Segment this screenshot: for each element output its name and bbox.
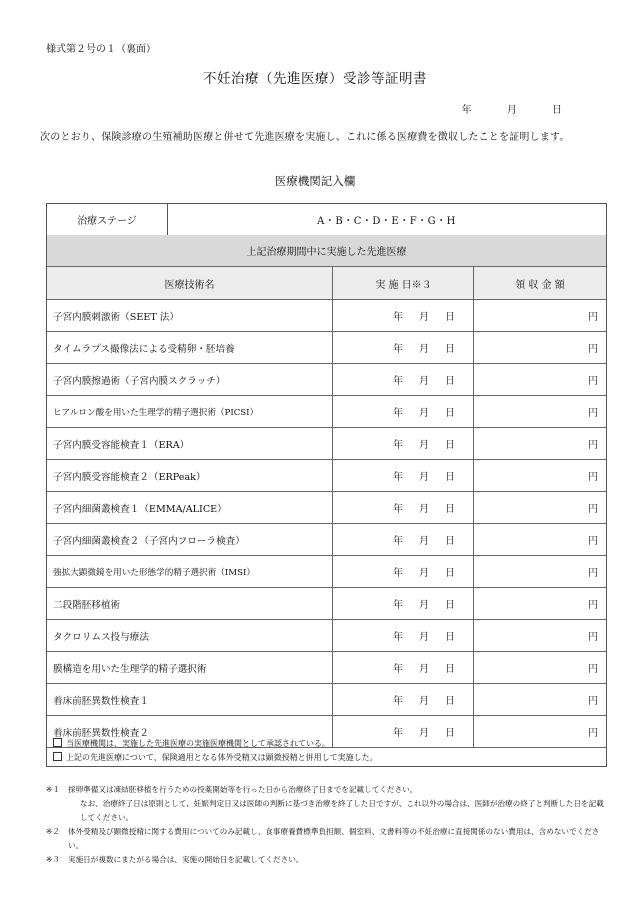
table-row [47, 300, 606, 332]
header-implementation-date: 実 施 日※３ [332, 267, 474, 299]
day-unit: 日 [445, 632, 455, 643]
year-unit: 年 [393, 568, 403, 579]
footnote-3 [46, 853, 611, 867]
year-unit: 年 [393, 312, 403, 323]
table-row [47, 652, 606, 684]
month-label: 月 [506, 105, 517, 116]
implementation-date-field[interactable] [332, 332, 473, 363]
checkbox-item[interactable] [53, 751, 606, 765]
amount-field[interactable] [473, 588, 606, 619]
implementation-date-field[interactable] [332, 652, 473, 683]
table-row [47, 620, 606, 652]
month-unit: 月 [419, 536, 429, 547]
amount-field[interactable] [473, 428, 606, 459]
implementation-date-field[interactable] [332, 556, 473, 587]
table-row [47, 332, 606, 364]
treatment-stage-row [47, 204, 606, 236]
table-row [47, 524, 606, 556]
currency-unit: 円 [588, 440, 598, 451]
checkbox-label: 当医療機関は、実施した先進医療の実施医療機関として承認されている。 [66, 739, 330, 748]
day-unit: 日 [445, 568, 455, 579]
year-unit: 年 [393, 536, 403, 547]
year-unit: 年 [393, 376, 403, 387]
amount-field[interactable] [473, 332, 606, 363]
certification-statement: 次のとおり、保険診療の生殖補助医療と併せて先進医療を実施し、これに係る医療費を徴収したことを証明します。 [40, 132, 570, 143]
medical-institution-form [46, 203, 607, 767]
amount-field[interactable] [473, 652, 606, 683]
footnotes [46, 783, 611, 867]
implementation-date-field[interactable] [332, 620, 473, 651]
amount-field[interactable] [473, 460, 606, 491]
day-unit: 日 [445, 696, 455, 707]
issue-date [444, 101, 562, 116]
currency-unit: 円 [588, 632, 598, 643]
currency-unit: 円 [588, 696, 598, 707]
implementation-date-field[interactable] [332, 396, 473, 427]
section-title: 医療機関記入欄 [274, 174, 356, 188]
technology-name: 着床前胚異数性検査１ [53, 695, 149, 707]
document-title: 不妊治療（先進医療）受診等証明書 [203, 71, 427, 87]
month-unit: 月 [419, 728, 429, 739]
month-unit: 月 [419, 696, 429, 707]
footnote-mark: ※１ [46, 785, 60, 794]
currency-unit: 円 [588, 728, 598, 739]
treatment-stage-options[interactable]: A・B・C・D・E・F・G・H [317, 216, 456, 227]
month-unit: 月 [419, 312, 429, 323]
table-body [47, 300, 606, 748]
implementation-date-field[interactable] [332, 524, 473, 555]
currency-unit: 円 [588, 472, 598, 483]
technology-name: 子宮内細菌叢検査２（子宮内フローラ検査） [53, 535, 245, 547]
year-unit: 年 [393, 696, 403, 707]
technology-name: 二段階胚移植術 [53, 599, 121, 611]
month-unit: 月 [419, 440, 429, 451]
technology-name: 子宮内膜擦過術（子宮内膜スクラッチ） [53, 375, 226, 387]
day-unit: 日 [445, 600, 455, 611]
technology-name: 子宮内細菌叢検査１（EMMA/ALICE） [53, 503, 227, 515]
month-unit: 月 [419, 632, 429, 643]
treatment-stage-label: 治療ステージ [47, 204, 168, 235]
implementation-date-field[interactable] [332, 300, 473, 331]
day-unit: 日 [445, 408, 455, 419]
year-unit: 年 [393, 664, 403, 675]
footnote-mark: ※２ [46, 827, 60, 836]
table-row [47, 556, 606, 588]
year-unit: 年 [393, 408, 403, 419]
day-unit: 日 [445, 536, 455, 547]
year-label: 年 [461, 105, 472, 116]
checkbox-label: 上記の先進医療について、保険適用となる体外受精又は顕微授精と併用して実施した。 [66, 753, 378, 762]
table-band-title: 上記治療期間中に実施した先進医療 [47, 235, 606, 267]
day-unit: 日 [445, 728, 455, 739]
table-header-row [47, 267, 606, 300]
implementation-date-field[interactable] [332, 684, 473, 715]
technology-name: 膜構造を用いた生理学的精子選択術 [53, 663, 207, 675]
day-unit: 日 [445, 440, 455, 451]
implementation-date-field[interactable] [332, 460, 473, 491]
checkbox-icon[interactable] [53, 738, 62, 747]
month-unit: 月 [419, 376, 429, 387]
month-unit: 月 [419, 408, 429, 419]
year-unit: 年 [393, 472, 403, 483]
amount-field[interactable] [473, 620, 606, 651]
currency-unit: 円 [588, 568, 598, 579]
year-unit: 年 [393, 632, 403, 643]
footnote-2 [46, 825, 611, 853]
currency-unit: 円 [588, 312, 598, 323]
footnote-text: 実施日が複数にまたがる場合は、実施の開始日を記載してください。 [68, 855, 304, 864]
technology-name: 子宮内膜受容能検査１（ERA） [53, 439, 190, 451]
checkbox-notes [47, 731, 606, 768]
amount-field[interactable] [473, 396, 606, 427]
table-row [47, 492, 606, 524]
day-unit: 日 [445, 376, 455, 387]
advanced-medical-table [47, 235, 606, 748]
table-row [47, 684, 606, 716]
amount-field[interactable] [473, 492, 606, 523]
table-row [47, 588, 606, 620]
checkbox-item[interactable] [53, 737, 606, 751]
table-row [47, 428, 606, 460]
month-unit: 月 [419, 568, 429, 579]
day-label: 日 [552, 105, 562, 116]
technology-name: ヒアルロン酸を用いた生理学的精子選択術（PICSI） [53, 407, 259, 418]
implementation-date-field[interactable] [332, 492, 473, 523]
header-technology-name: 医療技術名 [164, 279, 215, 291]
year-unit: 年 [393, 440, 403, 451]
year-unit: 年 [393, 728, 403, 739]
currency-unit: 円 [588, 504, 598, 515]
table-row [47, 364, 606, 396]
day-unit: 日 [445, 472, 455, 483]
day-unit: 日 [445, 504, 455, 515]
amount-field[interactable] [473, 556, 606, 587]
currency-unit: 円 [588, 600, 598, 611]
year-unit: 年 [393, 344, 403, 355]
amount-field[interactable] [473, 524, 606, 555]
form-number: 様式第２号の１（裏面） [46, 44, 156, 55]
footnote-text: 体外受精及び顕微授精に関する費用についてのみ記載し、食事療養費標準負担額、個室料、文書料等の不妊治療に直接関係のない費用は、含めないでください。 [68, 827, 600, 850]
day-unit: 日 [445, 664, 455, 675]
table-row [47, 460, 606, 492]
month-unit: 月 [419, 344, 429, 355]
month-unit: 月 [419, 472, 429, 483]
day-unit: 日 [445, 312, 455, 323]
amount-field[interactable] [473, 364, 606, 395]
footnote-1 [46, 783, 611, 825]
month-unit: 月 [419, 600, 429, 611]
currency-unit: 円 [588, 344, 598, 355]
footnote-text: なお、治療終了日は原則として、妊娠判定日又は医師の判断に基づき治療を終了した日ですが、これ以外の場合は、医師が治療の終了と判断した日を記載してください。 [80, 799, 604, 822]
amount-field[interactable] [473, 300, 606, 331]
header-amount-received: 領 収 金 額 [473, 267, 606, 299]
month-unit: 月 [419, 504, 429, 515]
table-row [47, 396, 606, 428]
footnote-mark: ※３ [46, 855, 60, 864]
technology-name: 強拡大顕微鏡を用いた形態学的精子選択術（IMSI） [53, 567, 255, 578]
day-unit: 日 [445, 344, 455, 355]
currency-unit: 円 [588, 408, 598, 419]
implementation-date-field[interactable] [332, 364, 473, 395]
technology-name: 着床前胚異数性検査２ [53, 727, 149, 739]
technology-name: 子宮内膜刺激術（SEET 法） [53, 311, 179, 323]
implementation-date-field[interactable] [332, 588, 473, 619]
month-unit: 月 [419, 664, 429, 675]
currency-unit: 円 [588, 376, 598, 387]
technology-name: タイムラプス撮像法による受精卵・胚培養 [53, 343, 235, 355]
technology-name: タクロリムス投与療法 [53, 631, 149, 643]
implementation-date-field[interactable] [332, 428, 473, 459]
checkbox-icon[interactable] [53, 752, 62, 761]
year-unit: 年 [393, 600, 403, 611]
currency-unit: 円 [588, 664, 598, 675]
year-unit: 年 [393, 504, 403, 515]
currency-unit: 円 [588, 536, 598, 547]
footnote-text: 採卵準備又は凍結胚移植を行うための投薬開始等を行った日から治療終了日までを記載してください。 [68, 785, 418, 794]
technology-name: 子宮内膜受容能検査２（ERPeak） [53, 471, 206, 483]
amount-field[interactable] [473, 684, 606, 715]
